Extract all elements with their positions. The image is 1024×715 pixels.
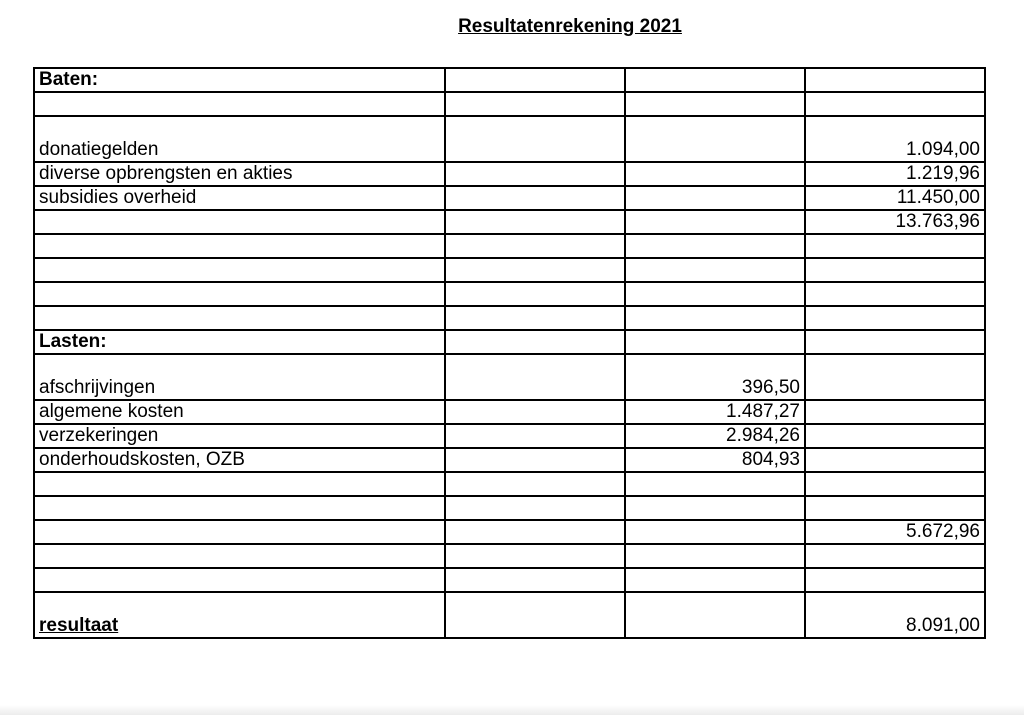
baten-item-label: donatiegelden bbox=[34, 139, 445, 162]
cell bbox=[445, 472, 625, 496]
cell bbox=[445, 258, 625, 282]
cell bbox=[625, 139, 805, 162]
lasten-item-amount: 2.984,26 bbox=[625, 424, 805, 448]
cell bbox=[34, 306, 445, 330]
cell bbox=[445, 354, 625, 377]
cell bbox=[445, 92, 625, 116]
cell bbox=[625, 330, 805, 354]
cell bbox=[445, 496, 625, 520]
cell bbox=[445, 544, 625, 568]
cell bbox=[34, 234, 445, 258]
cell bbox=[805, 282, 985, 306]
lasten-item-amount: 396,50 bbox=[625, 377, 805, 400]
table-row bbox=[34, 234, 985, 258]
table-row bbox=[34, 330, 985, 354]
cell bbox=[625, 520, 805, 544]
table-row bbox=[34, 186, 985, 210]
lasten-heading: Lasten: bbox=[34, 330, 445, 354]
lasten-item-label: algemene kosten bbox=[34, 400, 445, 424]
cell bbox=[805, 92, 985, 116]
table-row bbox=[34, 116, 985, 139]
cell bbox=[34, 520, 445, 544]
cell bbox=[445, 568, 625, 592]
cell bbox=[445, 139, 625, 162]
cell bbox=[625, 92, 805, 116]
cell bbox=[445, 377, 625, 400]
lasten-item-label: onderhoudskosten, OZB bbox=[34, 448, 445, 472]
cell bbox=[625, 568, 805, 592]
cell bbox=[805, 116, 985, 139]
resultaat-amount: 8.091,00 bbox=[805, 615, 985, 638]
cell bbox=[625, 162, 805, 186]
cell bbox=[34, 592, 445, 615]
cell bbox=[805, 448, 985, 472]
cell bbox=[625, 306, 805, 330]
cell bbox=[805, 68, 985, 92]
cell bbox=[805, 234, 985, 258]
cell bbox=[805, 592, 985, 615]
cell bbox=[34, 354, 445, 377]
cell bbox=[625, 496, 805, 520]
table-row bbox=[34, 615, 985, 638]
baten-total: 13.763,96 bbox=[805, 210, 985, 234]
cell bbox=[34, 210, 445, 234]
cell bbox=[34, 472, 445, 496]
cell bbox=[625, 615, 805, 638]
cell bbox=[625, 472, 805, 496]
income-statement-table bbox=[33, 67, 986, 639]
table-row bbox=[34, 472, 985, 496]
lasten-item-label: afschrijvingen bbox=[34, 377, 445, 400]
cell bbox=[625, 116, 805, 139]
cell bbox=[625, 354, 805, 377]
cell bbox=[445, 592, 625, 615]
cell bbox=[625, 258, 805, 282]
table-row bbox=[34, 210, 985, 234]
cell bbox=[625, 234, 805, 258]
cell bbox=[625, 282, 805, 306]
table-row bbox=[34, 282, 985, 306]
cell bbox=[34, 568, 445, 592]
cell bbox=[445, 400, 625, 424]
page-edge-shadow bbox=[0, 705, 1024, 715]
cell bbox=[34, 258, 445, 282]
cell bbox=[805, 472, 985, 496]
table-row bbox=[34, 520, 985, 544]
cell bbox=[445, 116, 625, 139]
cell bbox=[625, 544, 805, 568]
table-row bbox=[34, 400, 985, 424]
cell bbox=[805, 496, 985, 520]
cell bbox=[625, 68, 805, 92]
cell bbox=[445, 68, 625, 92]
lasten-item-amount: 804,93 bbox=[625, 448, 805, 472]
table-row bbox=[34, 377, 985, 400]
table-row bbox=[34, 258, 985, 282]
table-row bbox=[34, 544, 985, 568]
cell bbox=[445, 186, 625, 210]
cell bbox=[445, 615, 625, 638]
cell bbox=[34, 282, 445, 306]
table-row bbox=[34, 354, 985, 377]
lasten-item-amount: 1.487,27 bbox=[625, 400, 805, 424]
cell bbox=[805, 330, 985, 354]
baten-item-amount: 1.219,96 bbox=[805, 162, 985, 186]
lasten-total: 5.672,96 bbox=[805, 520, 985, 544]
page-title: Resultatenrekening 2021 bbox=[458, 16, 682, 37]
cell bbox=[445, 448, 625, 472]
table-row bbox=[34, 424, 985, 448]
table-row bbox=[34, 68, 985, 92]
baten-item-amount: 1.094,00 bbox=[805, 139, 985, 162]
cell bbox=[34, 496, 445, 520]
cell bbox=[34, 92, 445, 116]
cell bbox=[805, 377, 985, 400]
baten-item-amount: 11.450,00 bbox=[805, 186, 985, 210]
cell bbox=[805, 306, 985, 330]
cell bbox=[445, 282, 625, 306]
cell bbox=[445, 330, 625, 354]
cell bbox=[445, 162, 625, 186]
table-row bbox=[34, 139, 985, 162]
cell bbox=[625, 210, 805, 234]
baten-item-label: diverse opbrengsten en akties bbox=[34, 162, 445, 186]
cell bbox=[625, 592, 805, 615]
cell bbox=[34, 544, 445, 568]
table-row bbox=[34, 92, 985, 116]
baten-heading: Baten: bbox=[34, 68, 445, 92]
cell bbox=[625, 186, 805, 210]
cell bbox=[805, 544, 985, 568]
table-row bbox=[34, 496, 985, 520]
cell bbox=[445, 306, 625, 330]
table-row bbox=[34, 306, 985, 330]
cell bbox=[805, 258, 985, 282]
resultaat-label: resultaat bbox=[34, 615, 445, 638]
table-row bbox=[34, 162, 985, 186]
cell bbox=[805, 568, 985, 592]
cell bbox=[445, 520, 625, 544]
table-row bbox=[34, 448, 985, 472]
lasten-item-label: verzekeringen bbox=[34, 424, 445, 448]
cell bbox=[34, 116, 445, 139]
cell bbox=[445, 210, 625, 234]
cell bbox=[445, 424, 625, 448]
cell bbox=[445, 234, 625, 258]
cell bbox=[805, 354, 985, 377]
cell bbox=[805, 400, 985, 424]
baten-item-label: subsidies overheid bbox=[34, 186, 445, 210]
table-row bbox=[34, 568, 985, 592]
table-row bbox=[34, 592, 985, 615]
cell bbox=[805, 424, 985, 448]
